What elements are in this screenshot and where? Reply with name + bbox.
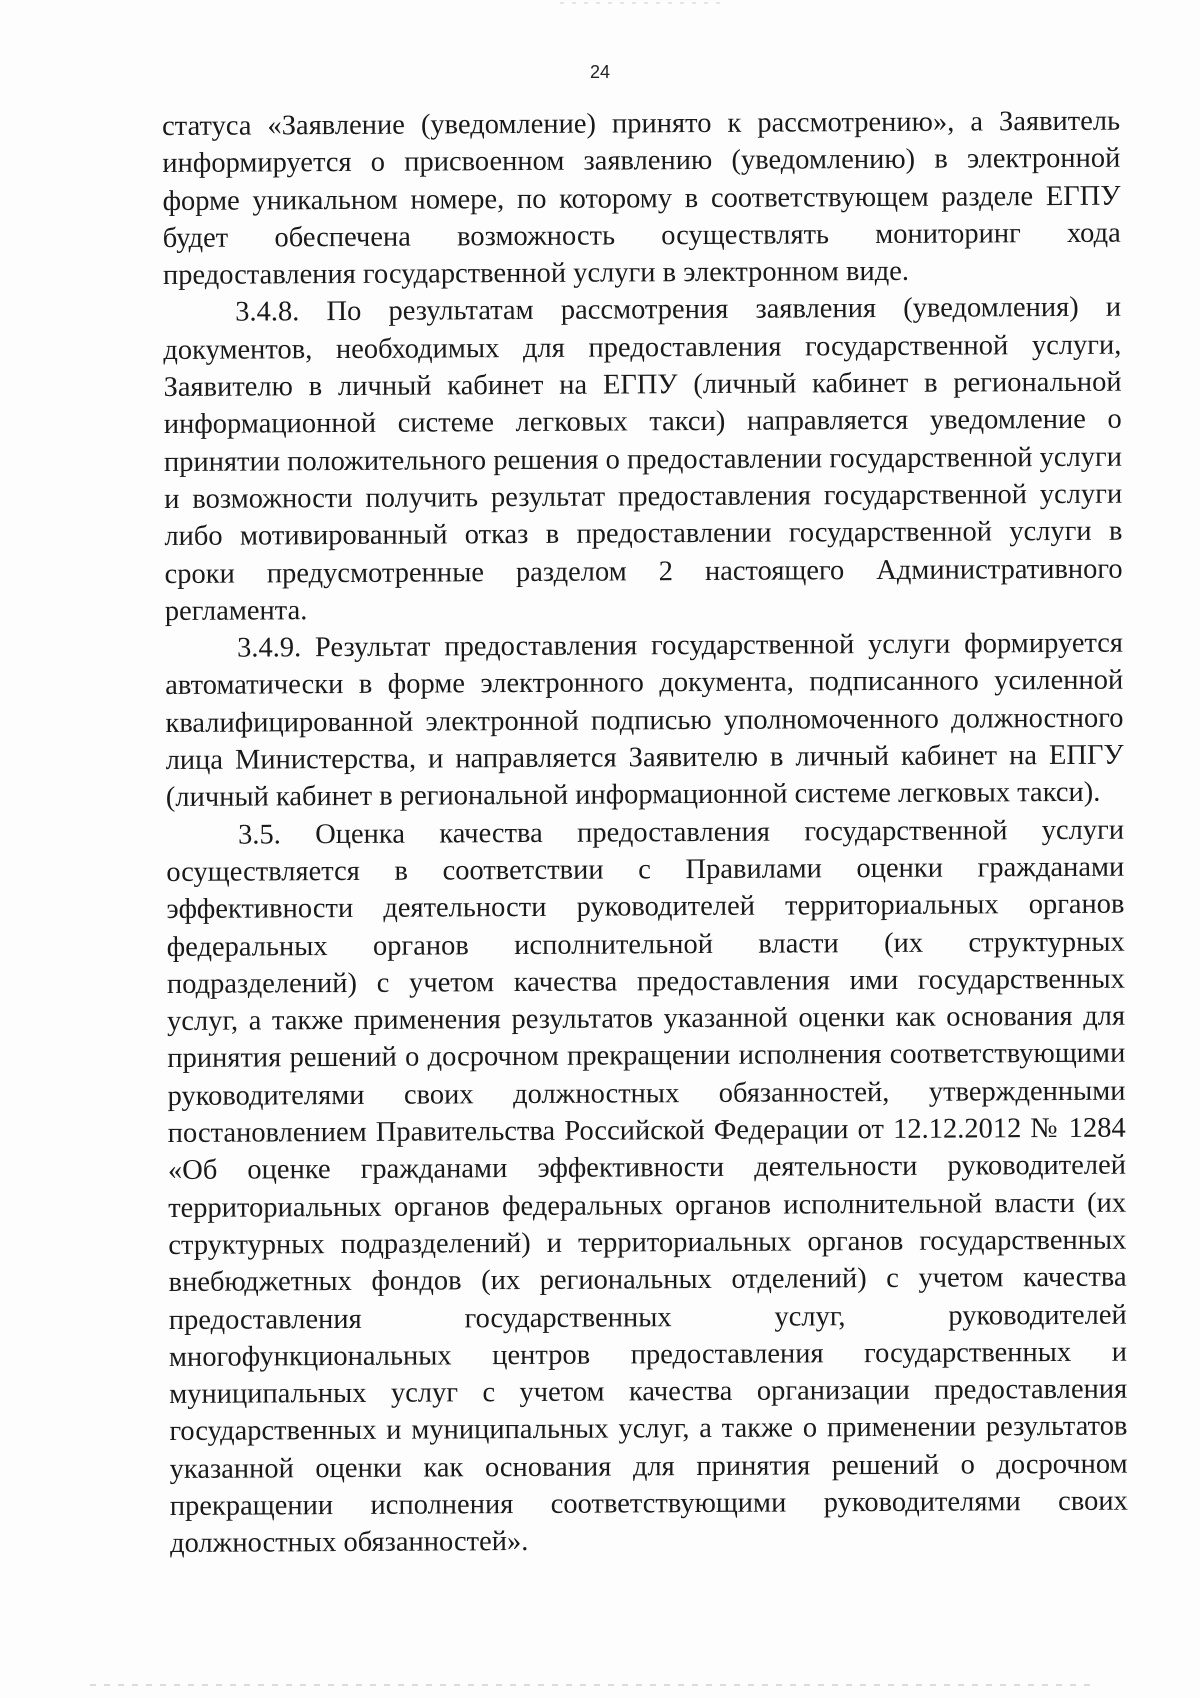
document-body <box>162 103 1128 1563</box>
scan-artifact-bottom <box>90 1684 1090 1686</box>
paragraph-3-4-8: 3.4.8. По результатам рассмотрения заявления (уведомления) и документов, необходимых для предоставления государственной услуги, Заявителю в личный кабинет на ЕГПУ (личный кабинет в региональной информационной системе легковых такси) направляется уведомление о принятии положительного решения о предоставлении государственной услуги и возможности получить результат предоставления государственной услуги либо мотивированный отказ в предоставлении государственной услуги в сроки предусмотренные разделом 2 настоящего Административного регламента. <box>163 292 1123 627</box>
page-number: 24 <box>589 62 611 82</box>
paragraph-3-4-9: 3.4.9. Результат предоставления государственной услуги формируется автоматически в форме электронного документа, подписанного усиленной квалифицированной электронной подписью уполномоченного должностного лица Министерства, и направляется Заявителю в личный кабинет на ЕПГУ (личный кабинет в региональной информационной системе легковых такси). <box>165 627 1124 814</box>
paragraph-3-5: 3.5. Оценка качества предоставления государственной услуги осуществляется в соответствии с Правилами оценки гражданами эффективности деятельности руководителей территориальных органов федеральных органов исполнительной власти (их структурных подразделений) с учетом качества предоставления ими государственных услуг, а также применения результатов указанной оценки как основания для принятия решений о досрочном прекращении исполнения соответствующими руководителями своих должностных обязанностей, утвержденными постановлением Правительства Российской Федерации от 12.12.2012 № 1284 «Об оценке гражданами эффективности деятельности руководителей территориальных органов федеральных органов исполнительной власти (их структурных подразделений) и территориальных органов государственных внебюджетных фондов (их региональных отделений) с учетом качества предоставления государственных услуг, руководителей многофункциональных центров предоставления государственных и муниципальных услуг с учетом качества организации предоставления государственных и муниципальных услуг, а также о применении результатов указанной оценки как основания для принятия решений о досрочном прекращении исполнения соответствующими руководителями своих должностных обязанностей». <box>166 814 1128 1560</box>
paragraph-status-notification: статуса «Заявление (уведомление) принято к рассмотрению», а Заявитель информируется о присвоенном заявлению (уведомлению) в электронной форме уникальном номере, по которому в соответствующем разделе ЕГПУ будет обеспечена возможность осуществлять мониторинг хода предоставления государственной услуги в электронном виде. <box>162 105 1121 292</box>
scan-artifact-top <box>560 2 720 4</box>
